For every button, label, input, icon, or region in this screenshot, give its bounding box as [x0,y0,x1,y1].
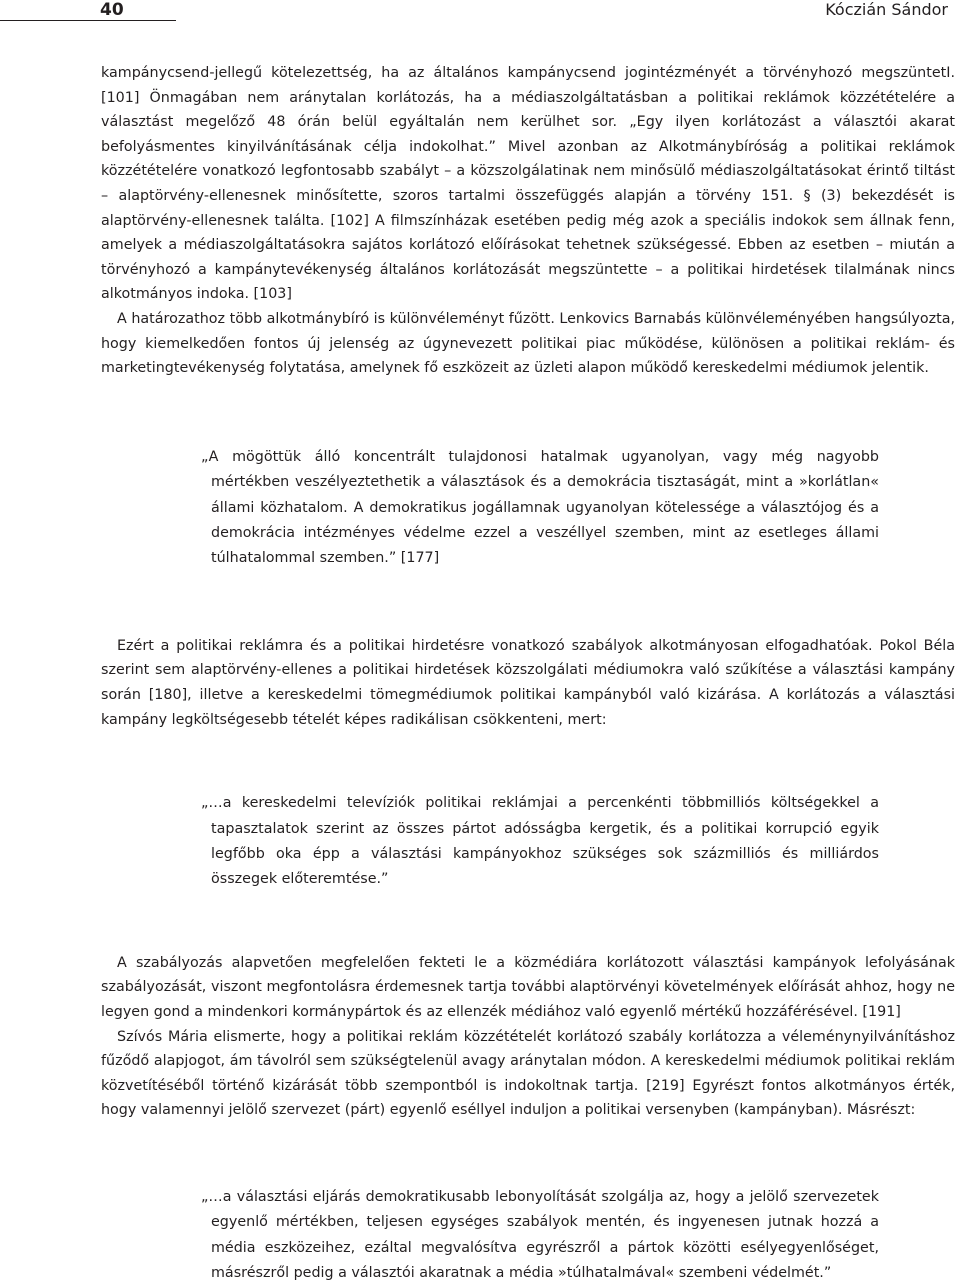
page-body [101,61,955,1287]
block-quote-2: „…a kereskedelmi televíziók politikai reklámjai a percenkénti többmilliós költségekkel a tapasztalatok szerint az összes pártot adósságba kergetik, és a politikai korrupció egyik legfőbb oka épp a választási kampányokhoz szükséges sok százmilliós és milliárdos összegek előteremtése.” [201,795,879,888]
paragraph-4: A szabályozás alapvetően megfelelően fekteti le a közmédiára korlátozott választási kampányok lefolyásának szabályozását, viszont megfontolásra érdemesnek tartja további alaptörvényi követelmények előírását ahhoz, hogy ne legyen gond a mindenkori kormánypártok és az ellenzék médiához való egyenlő mértékű hozzáférésével. [191] [101,954,955,1020]
paragraph-3: Ezért a politikai reklámra és a politikai hirdetésre vonatkozó szabályok alkotmányosan elfogadhatóak. Pokol Béla szerint sem alaptörvény-ellenes a politikai hirdetések közszolgálati médiumokra való szűkítése a választási kampány során [180], illetve a kereskedelmi tömegmédiumok politikai kampányból való kizárása. A korlátozás a választási kampány legköltségesebb tételét képes radikálisan csökkenteni, mert: [101,637,955,728]
page-number: 40 [100,0,124,20]
block-quote-1: „A mögöttük álló koncentrált tulajdonosi hatalmak ugyanolyan, vagy még nagyobb mértékben veszélyeztethetik a választások és a demokrácia tisztaságát, mint a »korlátlan« állami közhatalom. A demokratikus jogállamnak ugyanolyan kötelessége a választójog és a demokrácia intézményes védelme ezzel a veszéllyel szemben, mint az esetleges állami túlhatalommal szemben.” [177] [201,448,879,567]
paragraph-5: Szívós Mária elismerte, hogy a politikai reklám közzétételét korlátozó szabály korlátozza a véleménynyilvánításhoz fűződő alapjogot, ám távolról sem szükségtelenül avagy aránytalan módon. A kereskedelmi médiumok politikai reklám közvetítéséből történő kizárását több szempontból is indokoltnak tartja. [219] Egyrészt fontos alkotmányos érték, hogy valamennyi jelölő szervezet (párt) egyenlő eséllyel induljon a politikai versenyben (kampányban). Másrészt: [101,1028,955,1119]
header-rule [0,20,176,21]
page-header [0,0,960,24]
running-header-author: Kóczián Sándor [825,0,948,19]
paragraph-2: A határozathoz több alkotmánybíró is különvéleményt fűzött. Lenkovics Barnabás különvéleményében hangsúlyozta, hogy kiemelkedően fontos új jelenség az úgynevezett politikai piac működése, különösen a politikai reklám- és marketingtevékenység folytatása, amelynek fő eszközeit az üzleti alapon működő kereskedelmi médiumok jelentik. [101,310,955,377]
block-quote-3: „…a választási eljárás demokratikusabb lebonyolítását szolgálja az, hogy a jelölő szervezetek egyenlő mértékben, teljesen egységes szabályok mentén, és ingyenesen jutnak hozzá a média eszközeihez, ezáltal megvalósítva egyrészről a pártok közötti esélyegyenlőséget, másrészről pedig a választói akaratnak a média »túlhatalmával« szembeni védelmét.” [201,1188,879,1282]
paragraph-1: kampánycsend-jellegű kötelezettség, ha az általános kampánycsend jogintézményét a törvényhozó megszüntetI. [101] Önmagában nem aránytalan korlátozás, ha a médiaszolgáltatásban a politikai reklámok közzétételére a választást megelőző 48 órán belül egyáltalán nem kerülhet sor. „Egy ilyen korlátozást a választói akarat befolyásmentes kinyilvánításának célja indokolhat.” Mivel azonban az Alkotmánybíróság a politikai reklámok közzétételére vonatkozó legfontosabb szabályt – a közszolgálatinak nem minősülő médiaszolgáltatásokat érintő tiltást – alaptörvény-ellenesnek minősítette, szoros tartalmi összefüggés alapján a törvény 151. § (3) bekezdését is alaptörvény-ellenesnek találta. [102] A filmszínházak esetében pedig még azok a speciális indokok sem állnak fenn, amelyek a médiaszolgáltatásokra sajátos korlátozó előírásokat tehetnek szükségessé. Ebben az esetben – miután a törvényhozó a kampánytevékenység általános korlátozását megszüntette – a politikai hirdetések tilalmának nincs alkotmányos indoka. [103] [101,65,955,303]
